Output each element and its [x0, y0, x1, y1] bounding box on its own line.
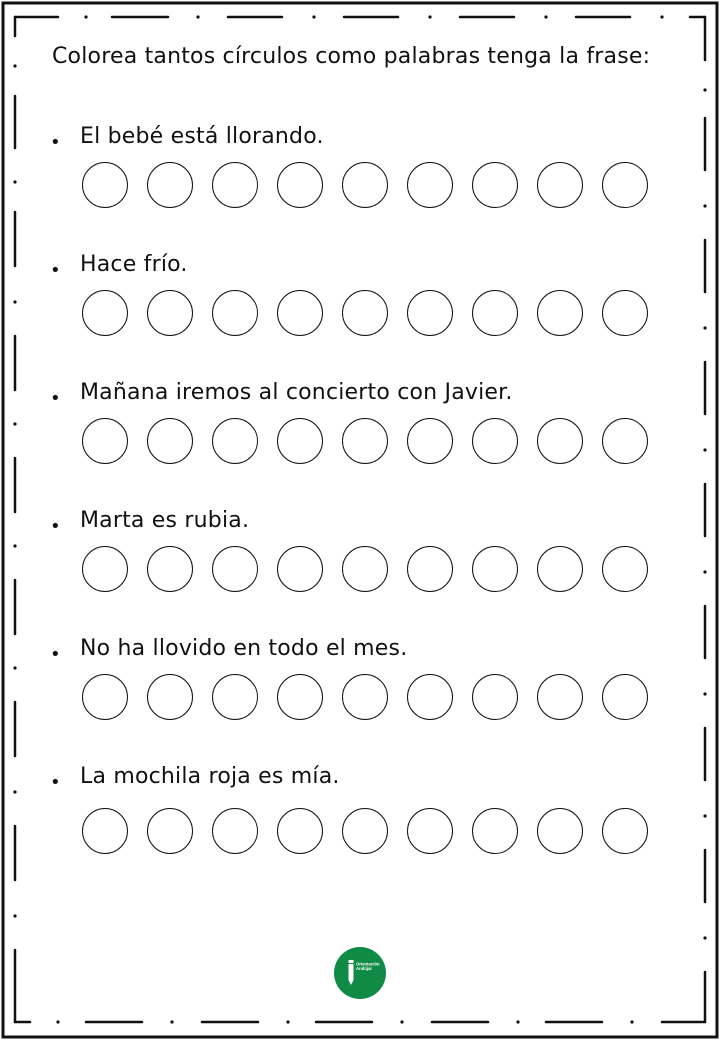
- color-circle[interactable]: [407, 290, 453, 336]
- bullet-icon: •: [50, 388, 61, 409]
- color-circle[interactable]: [602, 546, 648, 592]
- color-circle[interactable]: [602, 290, 648, 336]
- color-circle[interactable]: [472, 808, 518, 854]
- color-circle[interactable]: [277, 674, 323, 720]
- orientacion-andujar-logo: [334, 947, 386, 999]
- color-circle[interactable]: [602, 674, 648, 720]
- color-circle[interactable]: [82, 546, 128, 592]
- bullet-icon: •: [50, 772, 61, 793]
- circle-row: [82, 808, 648, 854]
- color-circle[interactable]: [342, 290, 388, 336]
- color-circle[interactable]: [277, 546, 323, 592]
- exercise-item-5: [0, 636, 720, 736]
- color-circle[interactable]: [472, 290, 518, 336]
- pencil-icon: [347, 959, 355, 985]
- color-circle[interactable]: [82, 808, 128, 854]
- bullet-icon: •: [50, 644, 61, 665]
- color-circle[interactable]: [212, 418, 258, 464]
- color-circle[interactable]: [472, 546, 518, 592]
- color-circle[interactable]: [602, 418, 648, 464]
- color-circle[interactable]: [472, 418, 518, 464]
- sentence-text: Mañana iremos al concierto con Javier.: [80, 380, 513, 405]
- color-circle[interactable]: [407, 808, 453, 854]
- circle-row: [82, 290, 648, 336]
- color-circle[interactable]: [82, 162, 128, 208]
- color-circle[interactable]: [212, 162, 258, 208]
- exercise-item-2: [0, 252, 720, 352]
- sentence-text: Marta es rubia.: [80, 508, 250, 533]
- color-circle[interactable]: [537, 418, 583, 464]
- color-circle[interactable]: [342, 162, 388, 208]
- color-circle[interactable]: [82, 418, 128, 464]
- color-circle[interactable]: [537, 162, 583, 208]
- color-circle[interactable]: [82, 290, 128, 336]
- color-circle[interactable]: [537, 674, 583, 720]
- exercise-item-4: [0, 508, 720, 608]
- color-circle[interactable]: [212, 674, 258, 720]
- color-circle[interactable]: [602, 162, 648, 208]
- color-circle[interactable]: [147, 290, 193, 336]
- exercise-item-6: [0, 764, 720, 864]
- sentence-text: Hace frío.: [80, 252, 188, 277]
- color-circle[interactable]: [277, 290, 323, 336]
- circle-row: [82, 674, 648, 720]
- logo-text: [356, 963, 380, 972]
- color-circle[interactable]: [602, 808, 648, 854]
- color-circle[interactable]: [342, 418, 388, 464]
- color-circle[interactable]: [537, 808, 583, 854]
- exercise-item-1: [0, 124, 720, 224]
- bullet-icon: •: [50, 260, 61, 281]
- bullet-icon: •: [50, 516, 61, 537]
- color-circle[interactable]: [342, 546, 388, 592]
- color-circle[interactable]: [407, 162, 453, 208]
- exercise-item-3: [0, 380, 720, 480]
- color-circle[interactable]: [407, 674, 453, 720]
- color-circle[interactable]: [212, 546, 258, 592]
- color-circle[interactable]: [277, 162, 323, 208]
- color-circle[interactable]: [212, 808, 258, 854]
- color-circle[interactable]: [472, 674, 518, 720]
- instruction-text: Colorea tantos círculos como palabras tenga la frase:: [52, 44, 651, 69]
- bullet-icon: •: [50, 132, 61, 153]
- color-circle[interactable]: [472, 162, 518, 208]
- color-circle[interactable]: [147, 674, 193, 720]
- color-circle[interactable]: [82, 674, 128, 720]
- sentence-text: No ha llovido en todo el mes.: [80, 636, 408, 661]
- color-circle[interactable]: [277, 808, 323, 854]
- color-circle[interactable]: [212, 290, 258, 336]
- color-circle[interactable]: [147, 418, 193, 464]
- sentence-text: El bebé está llorando.: [80, 124, 324, 149]
- logo-line-2: Andújar: [356, 966, 373, 972]
- color-circle[interactable]: [147, 546, 193, 592]
- circle-row: [82, 418, 648, 464]
- color-circle[interactable]: [407, 418, 453, 464]
- sentence-text: La mochila roja es mía.: [80, 764, 340, 789]
- color-circle[interactable]: [277, 418, 323, 464]
- color-circle[interactable]: [147, 808, 193, 854]
- color-circle[interactable]: [147, 162, 193, 208]
- circle-row: [82, 162, 648, 208]
- circle-row: [82, 546, 648, 592]
- color-circle[interactable]: [342, 808, 388, 854]
- color-circle[interactable]: [537, 546, 583, 592]
- color-circle[interactable]: [407, 546, 453, 592]
- color-circle[interactable]: [537, 290, 583, 336]
- color-circle[interactable]: [342, 674, 388, 720]
- logo-line-1: Orientación: [356, 962, 380, 968]
